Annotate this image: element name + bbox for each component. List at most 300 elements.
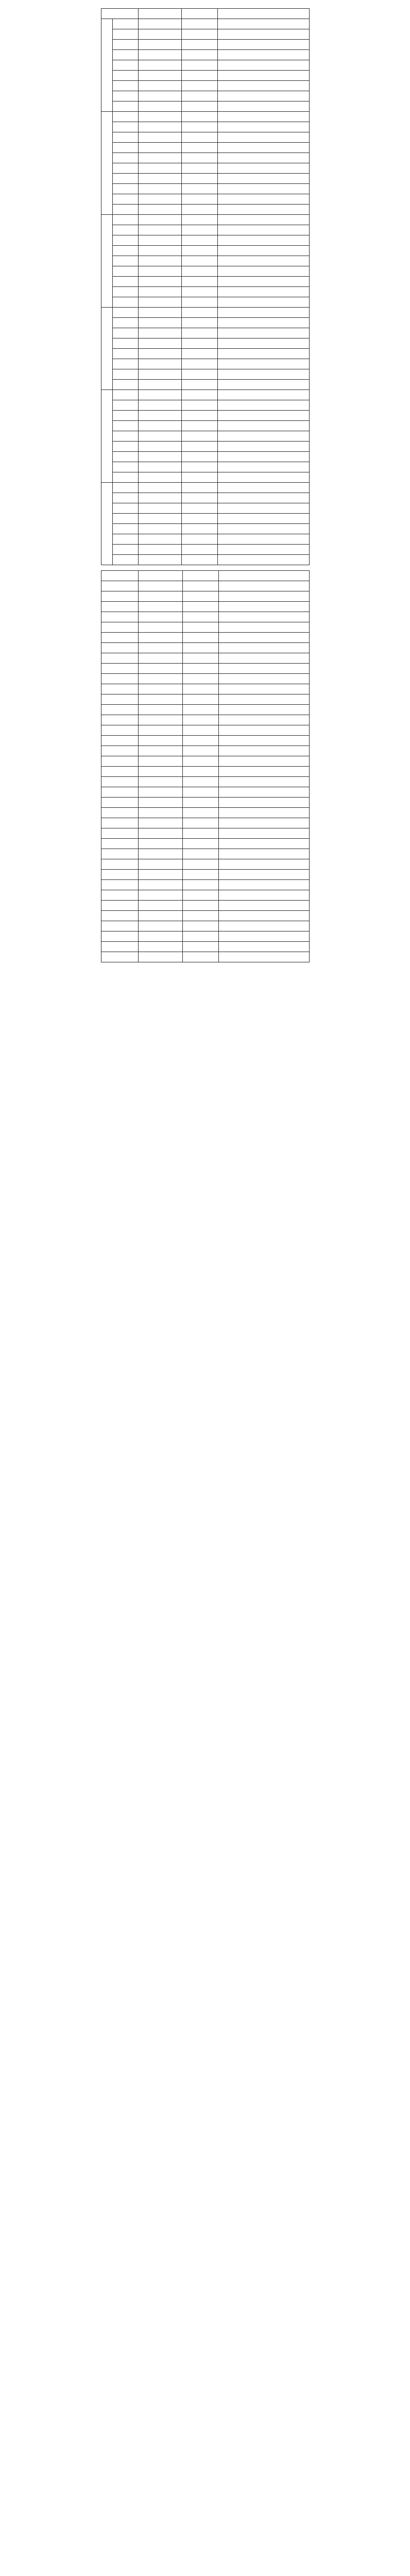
table-cell: [139, 225, 182, 235]
table-cell: [183, 952, 219, 962]
table-cell: [183, 674, 219, 684]
table-cell: [219, 643, 310, 653]
table-cell: [101, 849, 139, 859]
table-cell: [139, 534, 182, 545]
table-cell: [182, 235, 218, 246]
table-cell: [218, 359, 310, 369]
table-cell: [113, 524, 139, 534]
table-row: [101, 534, 310, 545]
table-cell: [139, 818, 183, 828]
table-cell: [182, 421, 218, 431]
table-cell: [101, 715, 139, 725]
table-cell: [113, 421, 139, 431]
table-cell: [113, 400, 139, 411]
table-cell: [182, 194, 218, 205]
table-cell: [183, 633, 219, 643]
table-cell: [139, 297, 182, 308]
table-cell: [182, 174, 218, 184]
table-cell: [219, 705, 310, 715]
table-cell: [182, 503, 218, 514]
table-cell: [182, 256, 218, 266]
table-cell: [113, 256, 139, 266]
table-cell: [218, 19, 310, 29]
table-cell: [218, 390, 310, 400]
table-cell: [182, 390, 218, 400]
table-cell: [139, 643, 183, 653]
table-cell: [219, 684, 310, 694]
table-cell: [218, 421, 310, 431]
table-cell: [183, 931, 219, 942]
table-row: [101, 705, 310, 715]
table-cell: [113, 225, 139, 235]
table-row: [101, 225, 310, 235]
table-row: [101, 256, 310, 266]
table-cell: [113, 318, 139, 328]
table-row: [101, 19, 310, 29]
table-cell: [183, 849, 219, 859]
table-cell: [219, 746, 310, 756]
table-cell: [139, 503, 182, 514]
table-cell: [219, 798, 310, 808]
table-cell: [113, 266, 139, 277]
table-row: [101, 808, 310, 818]
table-row: [101, 369, 310, 380]
table-row: [101, 767, 310, 777]
table-cell: [139, 452, 182, 462]
table-cell: [113, 163, 139, 174]
table-cell: [183, 653, 219, 664]
table-cell: [218, 328, 310, 338]
table-cell: [139, 50, 182, 60]
table-cell: [182, 308, 218, 318]
table-cell: [183, 890, 219, 901]
table-cell: [139, 514, 182, 524]
table-cell: [139, 777, 183, 787]
table-cell: [113, 205, 139, 215]
table-cell: [139, 694, 183, 705]
table-cell: [139, 849, 183, 859]
table-cell: [183, 818, 219, 828]
table-cell: [113, 328, 139, 338]
table-cell: [183, 839, 219, 849]
table-cell: [183, 921, 219, 931]
term-label: [101, 390, 113, 483]
table-cell: [113, 483, 139, 493]
table-cell: [139, 653, 183, 664]
table-row: [101, 524, 310, 534]
table-row: [101, 870, 310, 880]
table-cell: [219, 664, 310, 674]
table-cell: [219, 622, 310, 633]
table-cell: [218, 514, 310, 524]
table-cell: [139, 132, 182, 143]
table-row: [101, 349, 310, 359]
table-row: [101, 60, 310, 71]
table-cell: [101, 870, 139, 880]
table-cell: [139, 725, 183, 736]
table-cell: [139, 612, 183, 622]
table-cell: [139, 705, 183, 715]
table-cell: [182, 205, 218, 215]
table-cell: [139, 602, 183, 612]
table-cell: [219, 777, 310, 787]
table-cell: [219, 808, 310, 818]
table-row: [101, 452, 310, 462]
table-cell: [113, 215, 139, 225]
table-cell: [182, 153, 218, 163]
table-row: [101, 602, 310, 612]
table-cell: [182, 493, 218, 503]
table-cell: [218, 215, 310, 225]
table-row: [101, 503, 310, 514]
table-cell: [101, 921, 139, 931]
table-cell: [219, 756, 310, 767]
table-cell: [182, 50, 218, 60]
table-cell: [113, 514, 139, 524]
table-cell: [113, 369, 139, 380]
table-row: [101, 122, 310, 132]
table-cell: [219, 839, 310, 849]
table-cell: [218, 442, 310, 452]
table-cell: [219, 736, 310, 746]
table-cell: [139, 633, 183, 643]
table-cell: [101, 952, 139, 962]
table-row: [101, 101, 310, 112]
table-cell: [218, 483, 310, 493]
table-cell: [101, 591, 139, 602]
table-row: [101, 266, 310, 277]
table-cell: [218, 60, 310, 71]
table-cell: [139, 318, 182, 328]
table-cell: [219, 859, 310, 870]
table-cell: [139, 19, 182, 29]
table-row: [101, 591, 310, 602]
table-cell: [139, 581, 183, 591]
table-cell: [183, 870, 219, 880]
table-row: [101, 818, 310, 828]
table-cell: [219, 767, 310, 777]
table-cell: [219, 931, 310, 942]
table-cell: [218, 287, 310, 297]
table-row: [101, 859, 310, 870]
table-cell: [139, 493, 182, 503]
table-cell: [101, 684, 139, 694]
table-cell: [139, 767, 183, 777]
table-row: [101, 205, 310, 215]
table-cell: [182, 225, 218, 235]
table-cell: [183, 911, 219, 921]
table-row: [101, 798, 310, 808]
table-cell: [218, 524, 310, 534]
column-header: [101, 9, 139, 19]
table-cell: [182, 143, 218, 153]
table-cell: [183, 777, 219, 787]
table-cell: [218, 153, 310, 163]
table-cell: [101, 664, 139, 674]
table-cell: [218, 143, 310, 153]
table-row: [101, 442, 310, 452]
table-cell: [218, 503, 310, 514]
table-cell: [113, 101, 139, 112]
table-cell: [139, 421, 182, 431]
table-row: [101, 390, 310, 400]
table-cell: [182, 472, 218, 483]
table-row: [101, 132, 310, 143]
table-row: [101, 684, 310, 694]
table-cell: [183, 612, 219, 622]
table-cell: [139, 911, 183, 921]
table-cell: [183, 787, 219, 798]
table-row: [101, 277, 310, 287]
table-cell: [139, 859, 183, 870]
table-cell: [101, 777, 139, 787]
table-cell: [182, 452, 218, 462]
table-cell: [139, 901, 183, 911]
table-cell: [219, 890, 310, 901]
table-cell: [219, 901, 310, 911]
table-cell: [113, 19, 139, 29]
table-cell: [219, 870, 310, 880]
table-cell: [101, 756, 139, 767]
table-cell: [139, 736, 183, 746]
table-cell: [218, 246, 310, 256]
table-row: [101, 901, 310, 911]
table-row: [101, 545, 310, 555]
table-cell: [218, 411, 310, 421]
table-cell: [113, 338, 139, 349]
table-cell: [182, 19, 218, 29]
table-cell: [218, 400, 310, 411]
table-row: [101, 246, 310, 256]
table-cell: [182, 462, 218, 472]
table-row: [101, 359, 310, 369]
table-cell: [139, 483, 182, 493]
table-cell: [113, 442, 139, 452]
table-cell: [183, 942, 219, 952]
column-header: [182, 9, 218, 19]
table-cell: [182, 215, 218, 225]
table-cell: [113, 91, 139, 101]
table-cell: [218, 297, 310, 308]
table-cell: [139, 359, 182, 369]
table-cell: [182, 524, 218, 534]
table-cell: [139, 29, 182, 40]
table-cell: [101, 901, 139, 911]
table-cell: [139, 931, 183, 942]
table-cell: [113, 29, 139, 40]
table-cell: [218, 493, 310, 503]
table-cell: [182, 122, 218, 132]
table-cell: [182, 555, 218, 565]
table-row: [101, 911, 310, 921]
table-cell: [139, 839, 183, 849]
table-cell: [101, 818, 139, 828]
table-cell: [183, 664, 219, 674]
table-cell: [139, 808, 183, 818]
table-cell: [219, 612, 310, 622]
table-cell: [218, 184, 310, 194]
table-cell: [182, 184, 218, 194]
table-cell: [183, 694, 219, 705]
table-cell: [113, 81, 139, 91]
table-cell: [139, 328, 182, 338]
table-row: [101, 174, 310, 184]
table-cell: [218, 163, 310, 174]
table-row: [101, 622, 310, 633]
table-row: [101, 81, 310, 91]
table-row: [101, 612, 310, 622]
table-row: [101, 318, 310, 328]
table-row: [101, 235, 310, 246]
table-cell: [182, 71, 218, 81]
table-cell: [101, 746, 139, 756]
table-cell: [218, 50, 310, 60]
table-row: [101, 493, 310, 503]
table-cell: [113, 143, 139, 153]
table-cell: [113, 349, 139, 359]
table-cell: [101, 787, 139, 798]
table-cell: [183, 736, 219, 746]
table-cell: [218, 81, 310, 91]
table-row: [101, 215, 310, 225]
table-row: [101, 153, 310, 163]
table-cell: [139, 246, 182, 256]
term-label: [101, 215, 113, 308]
table-row: [101, 828, 310, 839]
table-cell: [219, 715, 310, 725]
table-cell: [113, 122, 139, 132]
roster-table: [101, 8, 310, 565]
table-cell: [183, 901, 219, 911]
table-cell: [139, 715, 183, 725]
table-cell: [139, 71, 182, 81]
table-cell: [113, 308, 139, 318]
table-row: [101, 756, 310, 767]
table-cell: [218, 472, 310, 483]
table-cell: [139, 143, 182, 153]
table-cell: [182, 132, 218, 143]
table-cell: [113, 462, 139, 472]
table-cell: [101, 931, 139, 942]
table-cell: [101, 839, 139, 849]
table-cell: [139, 194, 182, 205]
table-cell: [219, 694, 310, 705]
table-cell: [139, 880, 183, 890]
table-cell: [139, 153, 182, 163]
table-cell: [219, 952, 310, 962]
table-row: [101, 71, 310, 81]
table-cell: [139, 411, 182, 421]
term-label: [101, 308, 113, 390]
table-row: [101, 694, 310, 705]
table-cell: [218, 225, 310, 235]
table-row: [101, 674, 310, 684]
table-cell: [101, 890, 139, 901]
table-header-row: [101, 9, 310, 19]
table-cell: [113, 534, 139, 545]
table-cell: [139, 828, 183, 839]
table-cell: [183, 725, 219, 736]
table-cell: [113, 411, 139, 421]
table-cell: [183, 643, 219, 653]
table-cell: [139, 308, 182, 318]
table-cell: [139, 369, 182, 380]
table-cell: [113, 132, 139, 143]
table-cell: [139, 174, 182, 184]
table-row: [101, 942, 310, 952]
table-cell: [101, 674, 139, 684]
table-cell: [139, 952, 183, 962]
table-cell: [218, 174, 310, 184]
table-cell: [139, 338, 182, 349]
table-row: [101, 653, 310, 664]
table-cell: [139, 462, 182, 472]
table-cell: [101, 798, 139, 808]
table-cell: [183, 859, 219, 870]
table-cell: [182, 442, 218, 452]
table-cell: [113, 297, 139, 308]
table-cell: [182, 29, 218, 40]
table-row: [101, 472, 310, 483]
table-row: [101, 112, 310, 122]
table-cell: [113, 246, 139, 256]
table-cell: [183, 808, 219, 818]
table-row: [101, 725, 310, 736]
table-cell: [218, 235, 310, 246]
table-cell: [139, 472, 182, 483]
table-cell: [139, 205, 182, 215]
table-cell: [182, 545, 218, 555]
table-row: [101, 462, 310, 472]
table-cell: [219, 787, 310, 798]
table-cell: [139, 60, 182, 71]
table-cell: [219, 880, 310, 890]
table-cell: [139, 163, 182, 174]
table-cell: [113, 287, 139, 297]
table-cell: [182, 81, 218, 91]
table-row: [101, 40, 310, 50]
table-cell: [139, 91, 182, 101]
table-cell: [139, 787, 183, 798]
table-cell: [113, 60, 139, 71]
table-cell: [218, 122, 310, 132]
table-row: [101, 921, 310, 931]
table-row: [101, 746, 310, 756]
table-cell: [219, 911, 310, 921]
table-cell: [101, 942, 139, 952]
table-cell: [182, 91, 218, 101]
table-cell: [139, 380, 182, 390]
table-cell: [182, 380, 218, 390]
table-row: [101, 328, 310, 338]
table-row: [101, 664, 310, 674]
table-row: [101, 555, 310, 565]
table-cell: [113, 493, 139, 503]
table-cell: [182, 483, 218, 493]
table-cell: [139, 870, 183, 880]
table-cell: [139, 622, 183, 633]
table-cell: [113, 545, 139, 555]
table-cell: [182, 277, 218, 287]
table-cell: [139, 277, 182, 287]
table-cell: [113, 380, 139, 390]
table-row: [101, 50, 310, 60]
table-cell: [183, 880, 219, 890]
table-row: [101, 308, 310, 318]
table-cell: [219, 633, 310, 643]
table-row: [101, 163, 310, 174]
table-cell: [139, 798, 183, 808]
